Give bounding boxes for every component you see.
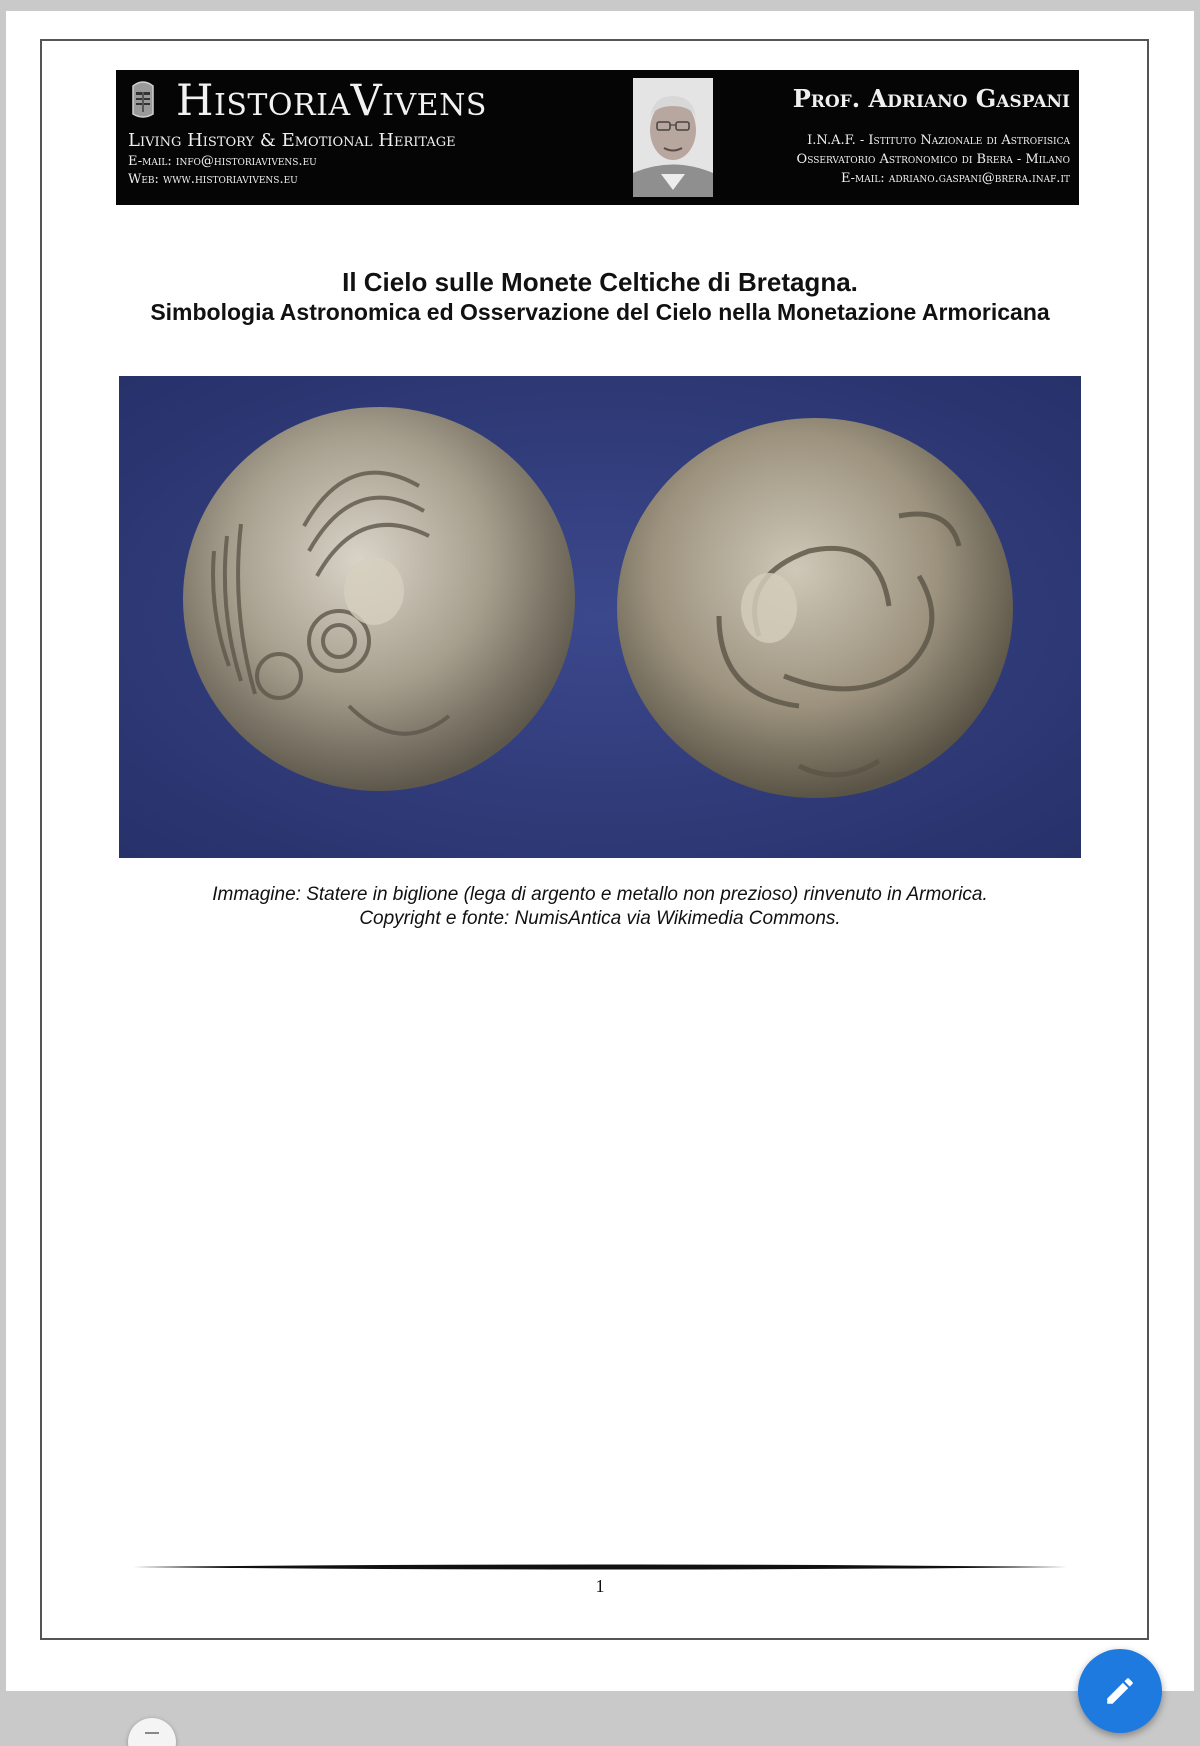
brand-web: Web: www.historiavivens.eu [128, 172, 298, 187]
author-portrait [633, 78, 713, 197]
image-credit: Copyright e fonte: NumisAntica via Wikimedia Commons. [359, 908, 841, 929]
author-affiliation-1: I.N.A.F. - Istituto Nazionale di Astrofisica [807, 133, 1070, 148]
edit-button[interactable] [1078, 1649, 1162, 1733]
document-subtitle: Simbologia Astronomica ed Osservazione del Cielo nella Monetazione Armoricana [150, 299, 1050, 325]
image-caption: Immagine: Statere in biglione (lega di argento e metallo non prezioso) rinvenuto in Armorica. [212, 884, 988, 905]
scroll-handle[interactable] [128, 1718, 176, 1746]
brand-email: E-mail: info@historiavivens.eu [128, 154, 317, 169]
author-name: Prof. Adriano Gaspani [792, 84, 1070, 113]
author-affiliation-2: Osservatorio Astronomico di Brera - Milano [796, 152, 1070, 167]
page-number: 1 [595, 1576, 605, 1596]
pencil-icon [1103, 1674, 1137, 1708]
grip-icon [145, 1732, 159, 1734]
document-title: Il Cielo sulle Monete Celtiche di Bretagna. [342, 267, 858, 297]
author-email: E-mail: adriano.gaspani@brera.inaf.it [840, 171, 1070, 186]
header-banner [116, 70, 1079, 205]
brand-tagline: Living History & Emotional Heritage [128, 130, 456, 151]
brand-name: HistoriaVivens [176, 76, 487, 126]
coin-photo [119, 376, 1081, 858]
footer-divider [133, 1563, 1067, 1571]
helmet-icon [130, 78, 156, 120]
